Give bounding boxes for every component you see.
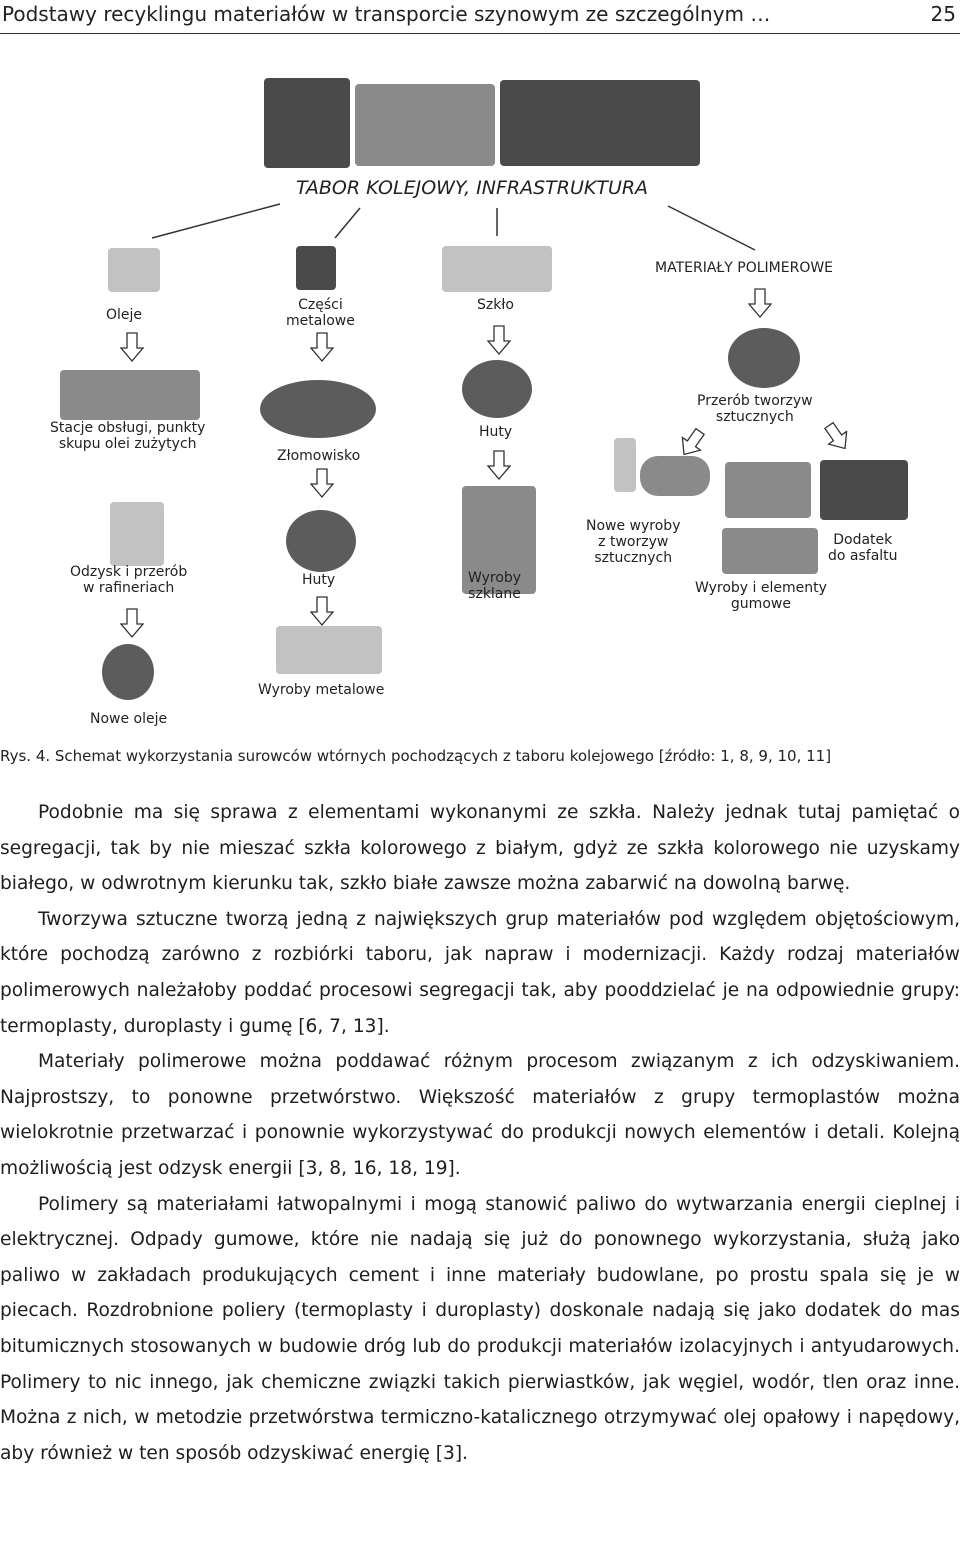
rubber-parts-image [725, 462, 811, 518]
label-nowe-oleje: Nowe oleje [90, 711, 168, 727]
paragraph: Tworzywa sztuczne tworzą jedną z największych grup materiałów pod względem objętościowym, które pochodzą zarówno z rozbiórki taboru, jak napraw i modernizacji. Każdy rodzaj materiałów polimerowych należałoby poddać procesowi segregacji tak, aby pooddzielać je na odpowiednie grupy: termoplasty, duroplasty i gumę [6, 7, 13]. [0, 908, 960, 1037]
figure-caption: Rys. 4. Schemat wykorzystania surowców wtórnych pochodzących z taboru kolejowego [źródło: 1, 8, 9, 10, 11] [0, 747, 832, 765]
label-materialy-polimerowe: MATERIAŁY POLIMEROWE [655, 260, 834, 276]
header-rule [0, 33, 960, 34]
label-wyroby-gumowe: Wyroby i elementy gumowe [695, 580, 827, 612]
down-arrow-icon [120, 608, 144, 638]
page-number: 25 [930, 2, 956, 26]
label-stacje: Stacje obsługi, punkty skupu olei zużytych [50, 420, 206, 452]
passenger-car-photo [355, 84, 495, 166]
scrapyard-image [260, 380, 376, 438]
page-header [0, 0, 960, 34]
metal-products-image [276, 626, 382, 674]
label-czesci-metalowe: Części metalowe [286, 297, 355, 329]
label-huty-metal: Huty [302, 572, 336, 588]
label-huty-glass: Huty [479, 424, 513, 440]
plastics-processing-image [728, 328, 800, 388]
label-oleje: Oleje [106, 307, 143, 323]
body-text [0, 795, 960, 1471]
locomotive-photo [264, 78, 350, 168]
down-arrow-icon [748, 288, 772, 318]
label-zlomowisko: Złomowisko [277, 448, 361, 464]
down-arrow-icon [120, 332, 144, 362]
paragraph: Materiały polimerowe można poddawać różnym procesom związanym z ich odzyskiwaniem. Najprostszy, to ponowne przetwórstwo. Większość materiałów z grupy termoplastów można wielokrotnie przetwarzać i ponownie wykorzystywać do produkcji nowych elementów i detali. Kolejną możliwością jest odzysk energii [3, 8, 16, 18, 19]. [0, 1051, 960, 1179]
metal-parts-image [296, 246, 336, 290]
paragraph: Podobnie ma się sprawa z elementami wykonanymi ze szkła. Należy jednak tutaj pamiętać o segregacji, tak by nie mieszać szkła kolorowego z białym, gdyż ze szkła kolorowego nie uzyskamy białego, w odwrotnym kierunku tak, szkło białe zawsze można zabarwić na dowolną barwę. [0, 802, 960, 895]
oil-bottle-image [102, 644, 154, 700]
down-arrow-icon [310, 468, 334, 498]
paragraph: Polimery są materiałami łatwopalnymi i mogą stanowić paliwo do wytwarzania energii cieplnej i elektrycznej. Odpady gumowe, które nie nadają się już do ponownego wykorzystania, służą jako paliwo w zakładach produkujących cement i inne materiały budowlane, po prostu spala się je w piecach. Rozdrobnione poliery (termoplasty i duroplasty) doskonale nadają się jako dodatek do mas bitumicznych stosowanych w budowie dróg lub do produkcji materiałów izolacyjnych i antyudarowych. Polimery to nic innego, jak chemiczne związki takich pierwiastków, jak węgiel, wodór, tlen oraz inne. Można z nich, w metodzie przetwórstwa termiczno-katalicznego otrzymywać olej opałowy i napędowy, aby również w ten sposób odzyskiwać energię [3]. [0, 1193, 960, 1464]
down-arrow-icon [487, 450, 511, 480]
label-szklo: Szkło [477, 297, 514, 313]
oil-gears-image [108, 248, 160, 292]
label-wyroby-metalowe: Wyroby metalowe [258, 682, 385, 698]
down-arrow-icon [310, 596, 334, 626]
down-arrow-icon [487, 325, 511, 355]
label-przerob: Przerób tworzyw sztucznych [697, 393, 813, 425]
diagram-top-title: TABOR KOLEJOWY, INFRASTRUKTURA [296, 177, 649, 199]
label-odzysk: Odzysk i przerób w rafineriach [70, 564, 188, 596]
steelworks-metal-image [286, 510, 356, 572]
glass-pane-image [442, 246, 552, 292]
label-wyroby-szklane: Wyroby szklane [468, 570, 522, 602]
label-dodatek: Dodatek do asfaltu [828, 532, 898, 564]
down-arrow-icon [310, 332, 334, 362]
recycling-diagram [0, 40, 960, 740]
car-image [640, 456, 710, 496]
railway-track-photo [500, 80, 700, 166]
steelworks-glass-image [462, 360, 532, 418]
refinery-image [110, 502, 164, 566]
asphalt-road-image [820, 460, 908, 520]
tools-image [60, 370, 200, 420]
plastic-bottle-image [614, 438, 636, 492]
rubber-products-image [722, 528, 818, 574]
label-nowe-wyroby: Nowe wyroby z tworzyw sztucznych [586, 518, 681, 566]
running-title: Podstawy recyklingu materiałów w transporcie szynowym ze szczególnym … [2, 2, 771, 26]
